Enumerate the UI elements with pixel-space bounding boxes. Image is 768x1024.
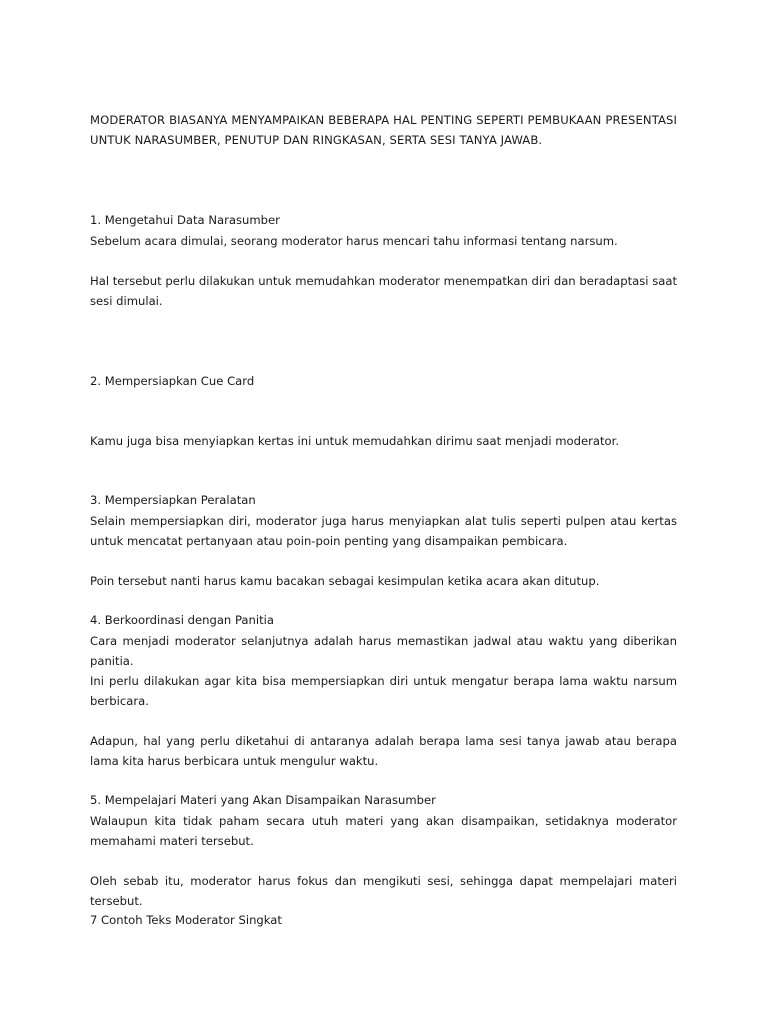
section-4-paragraph-2: Ini perlu dilakukan agar kita bisa mempersiapkan diri untuk mengatur berapa lama waktu narsum berbicara.: [90, 674, 677, 708]
section-4-paragraph-3: Adapun, hal yang perlu diketahui di antaranya adalah berapa lama sesi tanya jawab atau berapa lama kita harus berbicara untuk mengulur waktu.: [90, 734, 677, 768]
section-5-heading: 5. Mempelajari Materi yang Akan Disampaikan Narasumber: [90, 793, 436, 807]
section-1-paragraph-1: Sebelum acara dimulai, seorang moderator harus mencari tahu informasi tentang narsum.: [90, 234, 618, 248]
section-3-paragraph-1: Selain mempersiapkan diri, moderator juga harus menyiapkan alat tulis seperti pulpen atau kertas untuk mencatat pertanyaan atau poin-poin penting yang disampaikan pembicara.: [90, 514, 677, 548]
section-5-paragraph-1: Walaupun kita tidak paham secara utuh materi yang akan disampaikan, setidaknya moderator memahami materi tersebut.: [90, 814, 677, 848]
section-3-paragraph-2: Poin tersebut nanti harus kamu bacakan sebagai kesimpulan ketika acara akan ditutup.: [90, 574, 600, 588]
section-1-paragraph-2: Hal tersebut perlu dilakukan untuk memudahkan moderator menempatkan diri dan beradaptasi saat sesi dimulai.: [90, 274, 677, 308]
section-1-heading: 1. Mengetahui Data Narasumber: [90, 213, 280, 227]
section-4-paragraph-1: Cara menjadi moderator selanjutnya adalah harus memastikan jadwal atau waktu yang diberikan panitia.: [90, 634, 677, 668]
section-2-heading: 2. Mempersiapkan Cue Card: [90, 374, 255, 388]
section-3-heading: 3. Mempersiapkan Peralatan: [90, 493, 256, 507]
section-7-heading: 7 Contoh Teks Moderator Singkat: [90, 913, 282, 927]
section-5-paragraph-2: Oleh sebab itu, moderator harus fokus dan mengikuti sesi, sehingga dapat mempelajari materi tersebut.: [90, 874, 677, 908]
intro-paragraph: MODERATOR BIASANYA MENYAMPAIKAN BEBERAPA HAL PENTING SEPERTI PEMBUKAAN PRESENTASI UNTUK NARASUMBER, PENUTUP DAN RINGKASAN, SERTA SESI TANYA JAWAB.: [90, 113, 677, 147]
section-2-paragraph-1: Kamu juga bisa menyiapkan kertas ini untuk memudahkan dirimu saat menjadi moderator.: [90, 434, 620, 448]
section-4-heading: 4. Berkoordinasi dengan Panitia: [90, 613, 274, 627]
